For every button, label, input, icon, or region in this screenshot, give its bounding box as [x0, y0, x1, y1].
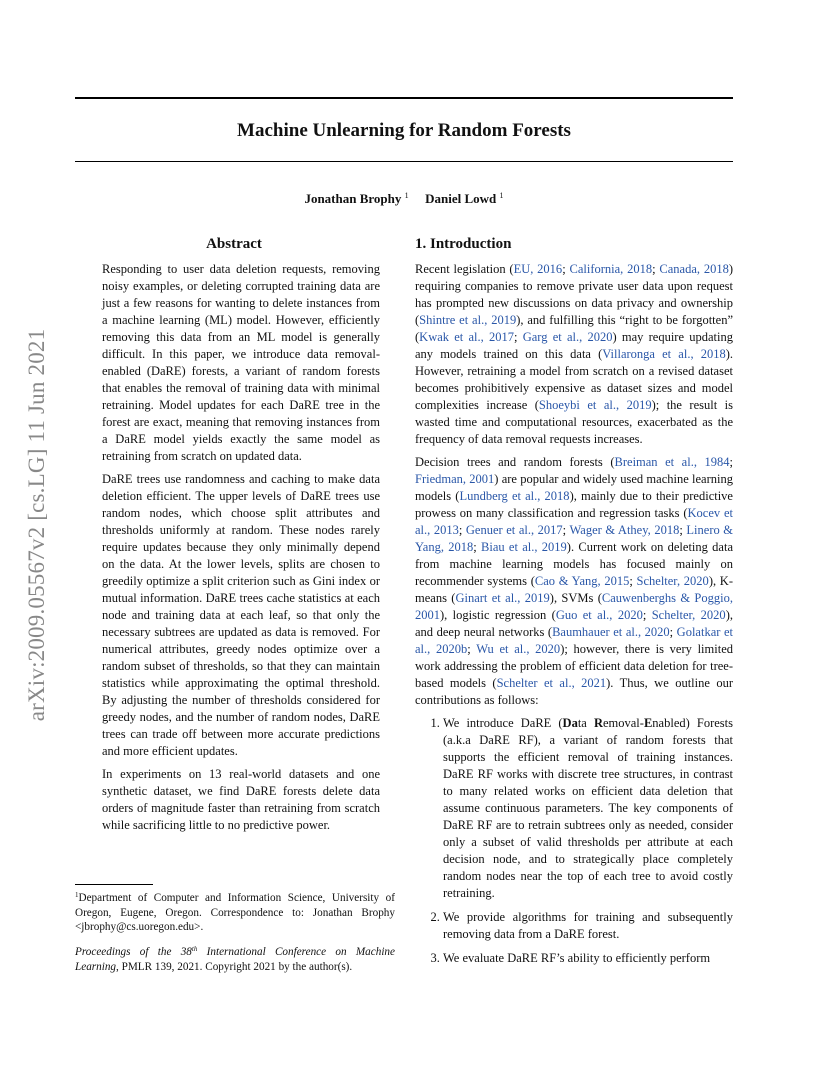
text-run: ), mainly due to their predictive prowess on many classification and regression tasks (	[415, 489, 733, 520]
text-run: ), and fulfilling this “right to be forgotten” (	[415, 313, 733, 344]
author-affiliation-mark: 1	[499, 191, 504, 200]
text-run: ;	[562, 262, 570, 276]
contributions-list	[415, 715, 733, 967]
author-affiliation-mark: 1	[404, 191, 409, 200]
text-run: ;	[467, 642, 477, 656]
footnote-rule	[75, 884, 153, 885]
abstract-paragraph: Responding to user data deletion requests, removing noisy examples, or deleting corrupted training data are just a few reasons for wanting to delete instances from a machine learning (ML) model. However, efficiently removing this data from an ML model is generally difficult. In this paper, we introduce data removal-enabled (DaRE) forests, a variant of random forests that enables the removal of training data with minimal retraining. Model updates for each DaRE tree in the forest are exact, meaning that removing instances from a DaRE model yields exactly the same model as retraining from scratch on updated data.	[102, 262, 380, 463]
text-run: ;	[652, 262, 660, 276]
text-run: ). Thus, we outline our contributions as follows:	[415, 676, 733, 707]
citation-link[interactable]: Genuer et al., 2017	[465, 523, 563, 537]
text-run: ;	[669, 625, 677, 639]
text-run: ;	[629, 574, 637, 588]
text-run: emoval-	[602, 716, 644, 730]
abstract-paragraph: DaRE trees use randomness and caching to make data deletion efficient. The upper levels of DaRE trees use random nodes, which choose split attributes and thresholds uniformly at random. These nodes rarely require updates because they only minimally depend on the data. At the lower levels, splits are chosen to greedily optimize a split criterion such as Gini index or mutual information. DaRE trees cache statistics at each node and training data at each leaf, so that only the necessary subtrees are updated as data is removed. For numerical attributes, greedy nodes optimize over a random subset of thresholds, so that they can maintain statistics while approximating the optimal threshold. By adjusting the number of thresholds considered for greedy nodes, and the number of random nodes, DaRE trees can trade off between more accurate predictions and more efficient updates.	[102, 472, 380, 758]
left-column	[88, 236, 380, 840]
author-list	[75, 191, 733, 207]
text-run: nabled) Forests (a.k.a DaRE RF), a variant of random forests that supports the efficient removal of training instances. DaRE RF works with discrete tree structures, in contrast to many related works on efficient data deletion that assume continuous parameters. The key components of DaRE RF are to retrain subtrees only as needed, consider only a subset of valid thresholds per attribute at each decision node, and to strategically place completely random nodes near the top of each tree to avoid costly retraining.	[443, 716, 733, 900]
title-underline-rule	[75, 161, 733, 162]
text-run: ), logistic regression (	[440, 608, 556, 622]
top-rule	[75, 97, 733, 99]
text-run: ta	[577, 716, 594, 730]
text-run: ); the result is wasted time and computational resources, exacerbated as the frequency of data removal requests increases.	[415, 398, 734, 446]
text-run: ). Current work on deleting data from machine learning models has focused mainly on recommender systems (	[415, 540, 733, 588]
citation-link[interactable]: Garg et al., 2020	[522, 330, 613, 344]
text-run: Decision trees and random forests (	[415, 455, 615, 469]
citation-link[interactable]: Linero & Yang, 2018	[415, 523, 734, 554]
text-run: We evaluate DaRE RF’s ability to efficiently perform	[443, 951, 711, 965]
citation-link[interactable]: California, 2018	[569, 262, 653, 276]
text-run: ;	[562, 523, 570, 537]
text-run: ) are popular and widely used machine learning models (	[415, 472, 733, 503]
text-run: Recent legislation (	[415, 262, 514, 276]
citation-link[interactable]: Lundberg et al., 2018	[459, 489, 570, 503]
citation-link[interactable]: Shintre et al., 2019	[419, 313, 517, 327]
intro-paragraph	[415, 261, 733, 448]
citation-link[interactable]: Ginart et al., 2019	[455, 591, 550, 605]
citation-link[interactable]: Schelter et al., 2021	[496, 676, 607, 690]
citation-link[interactable]: Friedman, 2001	[415, 472, 495, 486]
affiliation-footnote	[75, 888, 395, 935]
bold-text: R	[593, 716, 603, 730]
citation-link[interactable]: Schelter, 2020	[636, 574, 709, 588]
author-name: Daniel Lowd	[425, 191, 497, 206]
arxiv-stamp: arXiv:2009.05567v2 [cs.LG] 11 Jun 2021	[24, 328, 49, 722]
footnote-text: Department of Computer and Information Science, University of Oregon, Eugene, Oregon. Correspondence to: Jonathan Brophy <jbrophy@cs.uoregon.edu>.	[75, 892, 395, 933]
text-run: ), SVMs (	[549, 591, 602, 605]
citation-link[interactable]: Biau et al., 2019	[481, 540, 567, 554]
text-run: ;	[514, 330, 523, 344]
citation-link[interactable]: Golatkar et al., 2020b	[415, 625, 733, 656]
text-run: ;	[473, 540, 482, 554]
text-run: ;	[642, 608, 652, 622]
citation-link[interactable]: Cao & Yang, 2015	[534, 574, 630, 588]
intro-paragraph	[415, 454, 733, 709]
arxiv-sidebar	[22, 290, 52, 760]
text-run: We introduce DaRE (	[443, 716, 563, 730]
right-column	[415, 236, 733, 974]
bold-text: E	[643, 716, 653, 730]
text-run: We provide algorithms for training and subsequently removing data from a DaRE forest.	[443, 910, 733, 941]
proceedings-note: Proceedings of the 38th International Conference on Machine Learning, PMLR 139, 2021. Copyright 2021 by the author(s).	[75, 945, 395, 973]
text-run: ) may require updating any models trained on this data (	[415, 330, 733, 361]
text-run: ); however, there is very limited work addressing the problem of efficient data deletion for tree-based models (	[415, 642, 733, 690]
bold-text: Da	[562, 716, 578, 730]
contribution-item	[443, 950, 733, 967]
paper-title: Machine Unlearning for Random Forests	[237, 120, 571, 141]
citation-link[interactable]: EU, 2016	[513, 262, 563, 276]
text-run: ;	[458, 523, 466, 537]
citation-link[interactable]: Guo et al., 2020	[555, 608, 643, 622]
citation-link[interactable]: Schelter, 2020	[651, 608, 726, 622]
citation-link[interactable]: Breiman et al., 1984	[614, 455, 730, 469]
citation-link[interactable]: Kwak et al., 2017	[419, 330, 515, 344]
footnote-mark: 1	[75, 891, 79, 899]
citation-link[interactable]: Wu et al., 2020	[476, 642, 561, 656]
citation-link[interactable]: Kocev et al., 2013	[415, 506, 733, 537]
citation-link[interactable]: Wager & Athey, 2018	[569, 523, 680, 537]
citation-link[interactable]: Canada, 2018	[659, 262, 729, 276]
author-name: Jonathan Brophy	[304, 191, 402, 206]
contribution-item	[443, 715, 733, 902]
contribution-item	[443, 909, 733, 943]
text-run: ;	[679, 523, 687, 537]
introduction-heading: 1. Introduction	[415, 236, 512, 252]
abstract-heading: Abstract	[206, 236, 262, 252]
text-run: ;	[729, 455, 733, 469]
text-run: ). However, retraining a model from scratch on a revised dataset becomes prohibitively expensive as dataset sizes and model complexities increase (	[415, 347, 734, 412]
abstract-paragraph: In experiments on 13 real-world datasets and one synthetic dataset, we find DaRE forests delete data orders of magnitude faster than retraining from scratch while sacrificing little to no predictive power.	[102, 767, 380, 832]
text-run: ), and deep neural networks (	[415, 608, 733, 639]
citation-link[interactable]: Villaronga et al., 2018	[602, 347, 726, 361]
citation-link[interactable]: Cauwenberghs & Poggio, 2001	[415, 591, 733, 622]
text-run: ), K-means (	[415, 574, 733, 605]
text-run: ) requiring companies to remove private user data upon request has prompted new discussions on data privacy and ownership (	[415, 262, 733, 327]
citation-link[interactable]: Baumhauer et al., 2020	[552, 625, 670, 639]
citation-link[interactable]: Shoeybi et al., 2019	[538, 398, 652, 412]
